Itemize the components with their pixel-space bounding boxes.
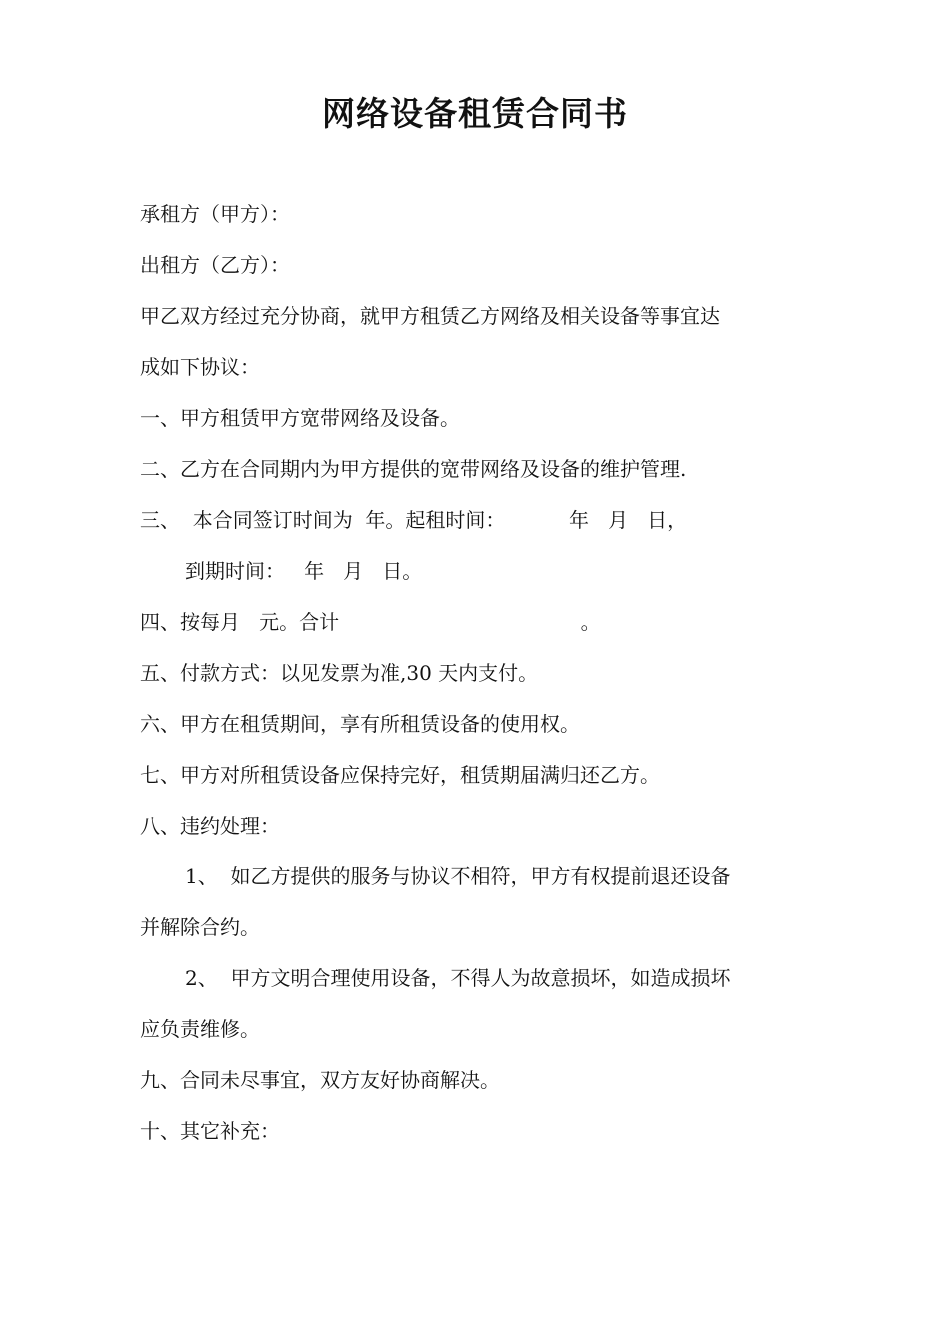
clause-8-item-2: 2、 甲方文明合理使用设备，不得人为故意损坏，如造成损坏 [185, 966, 731, 990]
document-title: 网络设备租赁合同书 [322, 94, 628, 133]
lessor-line: 出租方（乙方）： [140, 253, 290, 277]
clause-8-item-1-continued: 并解除合约。 [140, 915, 260, 939]
clause-3: 三、 本合同签订时间为 年。起租时间： 年 月 日， [140, 508, 688, 532]
clause-3-continued: 到期时间： 年 月 日。 [185, 559, 423, 583]
clause-5: 五、付款方式：以见发票为准,30 天内支付。 [140, 661, 539, 685]
clause-8: 八、违约处理： [140, 814, 280, 838]
clause-1: 一、甲方租赁甲方宽带网络及设备。 [140, 406, 460, 430]
clause-10: 十、其它补充： [140, 1119, 280, 1143]
clause-7: 七、甲方对所租赁设备应保持完好，租赁期届满归还乙方。 [140, 763, 660, 787]
clause-2: 二、乙方在合同期内为甲方提供的宽带网络及设备的维护管理. [140, 457, 687, 481]
clause-9: 九、合同未尽事宜，双方友好协商解决。 [140, 1068, 500, 1092]
preamble-line-1: 甲乙双方经过充分协商，就甲方租赁乙方网络及相关设备等事宜达 [140, 304, 720, 328]
clause-8-item-1: 1、 如乙方提供的服务与协议不相符，甲方有权提前退还设备 [185, 864, 731, 888]
lessee-line: 承租方（甲方）： [140, 202, 290, 226]
clause-4: 四、按每月 元。合计 。 [140, 610, 601, 634]
clause-8-item-2-continued: 应负责维修。 [140, 1017, 260, 1041]
preamble-line-2: 成如下协议： [140, 355, 260, 379]
clause-6: 六、甲方在租赁期间，享有所租赁设备的使用权。 [140, 712, 580, 736]
